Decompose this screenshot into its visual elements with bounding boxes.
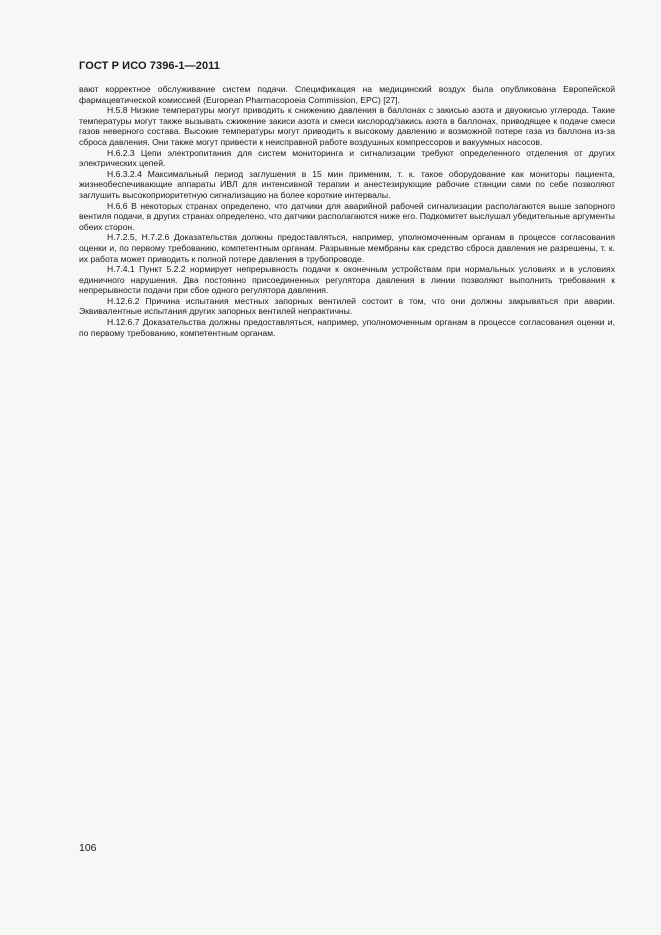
paragraph-h-6-6: Н.6.6 В некоторых странах определено, что датчики для аварийной рабочей сигнализации располагаются выше запорного вентиля подачи, в других странах определено, что датчики располагаются ниже его. Подкомитет выслушал убедительные аргументы обеих сторон. xyxy=(79,200,615,232)
body-text xyxy=(79,84,615,338)
paragraph-h-12-6-2: Н.12.6.2 Причина испытания местных запорных вентилей состоит в том, что они должны закрываться при аварии. Эквивалентные испытания других запорных вентилей непрактичны. xyxy=(79,295,615,317)
paragraph-h-12-6-7: Н.12.6.7 Доказательства должны предоставляться, например, уполномоченным органам в процессе согласования оценки и, по первому требованию, компетентным органам. xyxy=(79,317,615,338)
page-number: 106 xyxy=(79,842,97,854)
paragraph-h-6-2-3: Н.6.2.3 Цепи электропитания для систем мониторинга и сигнализации требуют определенного отделения от других электрических цепей. xyxy=(79,147,615,169)
paragraph-h-5-8: Н.5.8 Низкие температуры могут приводить к снижению давления в баллонах с закисью азота и двуокисью углерода. Такие температуры могут также вызывать сжижение закиси азота и смеси кислород/закись азота в баллонах, приводящее к подаче смеси газов неверного состава. Высокие температуры могут приводить к высокому давлению и возможной потере газа из баллона из-за сброса давления. Они также могут привести к неисправной работе воздушных компрессоров и вакуумных насосов. xyxy=(79,105,615,147)
paragraph-h-6-3-2-4: Н.6.3.2.4 Максимальный период заглушения в 15 мин применим, т. к. такое оборудование как мониторы пациента, жизнеобеспечивающие аппараты ИВЛ для интенсивной терапии и анестезирующие рабочие станции сами по себе позволяют заглушить высокоприоритетную сигнализацию на более короткие интервалы. xyxy=(79,168,615,200)
document-header: ГОСТ Р ИСО 7396-1—2011 xyxy=(79,60,220,72)
paragraph-h-7-2-5: Н.7.2.5, Н.7.2.6 Доказательства должны предоставляться, например, уполномоченным органам в процессе согласования оценки и, по первому требованию, компетентным органам. Разрывные мембраны как средство сброса давления не разрешены, т. к. их работа может приводить к полной потере давления в трубопроводе. xyxy=(79,232,615,264)
paragraph-continuation: вают корректное обслуживание систем подачи. Спецификация на медицинский воздух была опубликована Европейской фармацевтической комиссией (European Pharmacopoeia Commission, EPC) [27]. xyxy=(79,84,615,105)
paragraph-h-7-4-1: Н.7.4.1 Пункт 5.2.2 нормирует непрерывность подачи к оконечным устройствам при нормальных условиях и в условиях единичного нарушения. Два постоянно присоединенных регулятора давления в линии позволяют выполнить требования к непрерывности подачи при сбое одного регулятора давления. xyxy=(79,264,615,296)
